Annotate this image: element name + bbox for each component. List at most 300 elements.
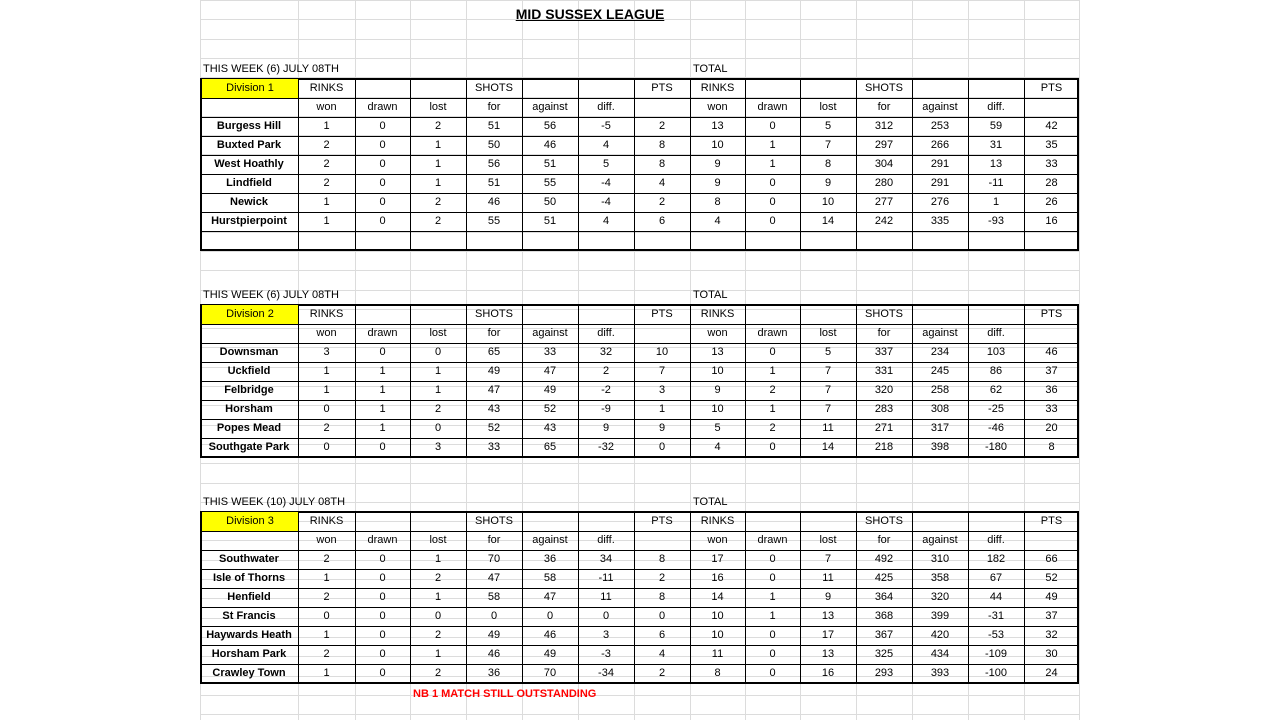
subheader-cell: lost <box>819 327 837 339</box>
stat-cell: 0 <box>769 629 776 641</box>
stat-cell: 8 <box>714 196 721 208</box>
stat-cell: 35 <box>1045 139 1058 151</box>
stat-cell: 182 <box>986 553 1006 565</box>
rinks-header: RINKS <box>309 82 344 94</box>
stat-cell: 3 <box>602 629 610 641</box>
stat-cell: 4 <box>658 177 666 189</box>
stat-cell: 20 <box>1045 422 1058 434</box>
stat-cell: 218 <box>874 441 894 453</box>
table-border <box>200 324 1079 325</box>
stat-cell: 358 <box>930 572 950 584</box>
stat-cell: 1 <box>769 365 776 377</box>
stat-cell: 7 <box>824 384 832 396</box>
stat-cell: 310 <box>930 553 950 565</box>
stat-cell: 49 <box>543 384 557 396</box>
table-border <box>200 362 1079 363</box>
stat-cell: 297 <box>874 139 894 151</box>
table-border <box>690 511 691 684</box>
subheader-cell: for <box>877 327 891 339</box>
team-name: Uckfield <box>227 365 271 377</box>
table-border <box>298 511 299 684</box>
stat-cell: 8 <box>658 591 666 603</box>
stat-cell: 0 <box>323 441 330 453</box>
stat-cell: 0 <box>379 629 386 641</box>
stat-cell: 2 <box>323 139 330 151</box>
stat-cell: 3 <box>658 384 666 396</box>
stat-cell: 0 <box>379 667 386 679</box>
table-border <box>410 78 411 251</box>
table-border <box>200 193 1079 194</box>
stat-cell: -93 <box>988 215 1004 227</box>
stat-cell: -11 <box>988 177 1004 189</box>
team-name: Horsham <box>225 403 273 415</box>
stat-cell: 58 <box>487 591 501 603</box>
table-border <box>634 511 635 684</box>
stat-cell: 320 <box>930 591 950 603</box>
spreadsheet <box>200 0 1079 720</box>
stat-cell: 9 <box>714 177 721 189</box>
stat-cell: 1 <box>323 572 330 584</box>
stat-cell: 4 <box>714 441 721 453</box>
table-border <box>856 78 857 251</box>
subheader-cell: drawn <box>367 534 398 546</box>
table-border <box>355 78 356 251</box>
total-label: TOTAL <box>693 496 728 508</box>
stat-cell: 13 <box>821 648 835 660</box>
table-border <box>800 78 801 251</box>
stat-cell: 33 <box>487 441 501 453</box>
stat-cell: 62 <box>989 384 1003 396</box>
subheader-cell: diff. <box>987 327 1005 339</box>
subheader-cell: diff. <box>987 534 1005 546</box>
stat-cell: 277 <box>874 196 894 208</box>
stat-cell: 335 <box>930 215 950 227</box>
stat-cell: 9 <box>824 177 832 189</box>
stat-cell: 0 <box>379 120 386 132</box>
stat-cell: 11 <box>711 648 724 660</box>
table-border <box>200 136 1079 137</box>
subheader-cell: against <box>922 327 958 339</box>
stat-cell: 9 <box>714 158 721 170</box>
stat-cell: 364 <box>874 591 894 603</box>
stat-cell: 47 <box>543 365 557 377</box>
stat-cell: 6 <box>658 629 666 641</box>
stat-cell: 55 <box>487 215 501 227</box>
stat-cell: 59 <box>989 120 1003 132</box>
stat-cell: 367 <box>874 629 894 641</box>
stat-cell: 24 <box>1045 667 1058 679</box>
stat-cell: -100 <box>984 667 1008 679</box>
stat-cell: 320 <box>874 384 894 396</box>
stat-cell: 13 <box>711 120 724 132</box>
stat-cell: 43 <box>543 422 557 434</box>
table-border <box>912 78 913 251</box>
stat-cell: 1 <box>379 384 386 396</box>
gridline-horizontal <box>200 58 1079 59</box>
stat-cell: 0 <box>379 215 386 227</box>
stat-cell: 2 <box>434 572 442 584</box>
stat-cell: 49 <box>543 648 557 660</box>
subheader-cell: lost <box>819 101 837 113</box>
subheader-cell: against <box>532 327 568 339</box>
stat-cell: 7 <box>824 365 832 377</box>
stat-cell: 1 <box>323 215 330 227</box>
stat-cell: 2 <box>658 572 666 584</box>
stat-cell: 10 <box>711 365 724 377</box>
subheader-cell: drawn <box>757 101 788 113</box>
stat-cell: 0 <box>323 610 330 622</box>
stat-cell: 0 <box>323 403 330 415</box>
stat-cell: 2 <box>323 177 330 189</box>
stat-cell: 1 <box>769 403 776 415</box>
stat-cell: 2 <box>658 667 666 679</box>
stat-cell: 33 <box>1045 158 1058 170</box>
subheader-cell: diff. <box>597 327 615 339</box>
gridline-horizontal <box>200 483 1079 484</box>
table-border <box>200 664 1079 665</box>
stat-cell: 0 <box>769 177 776 189</box>
gridline-horizontal <box>200 0 1079 1</box>
total-pts-header: PTS <box>1040 515 1063 527</box>
stat-cell: 0 <box>769 648 776 660</box>
table-border <box>522 511 523 684</box>
stat-cell: 36 <box>543 553 557 565</box>
stat-cell: 10 <box>711 610 724 622</box>
stat-cell: 1 <box>434 158 442 170</box>
table-border <box>690 78 691 251</box>
stat-cell: 368 <box>874 610 894 622</box>
stat-cell: 266 <box>930 139 950 151</box>
stat-cell: 10 <box>711 629 724 641</box>
stat-cell: 1 <box>434 384 442 396</box>
stat-cell: 5 <box>824 120 832 132</box>
stat-cell: 33 <box>543 346 557 358</box>
stat-cell: 398 <box>930 441 950 453</box>
stat-cell: 4 <box>602 215 610 227</box>
stat-cell: 425 <box>874 572 894 584</box>
stat-cell: 7 <box>658 365 666 377</box>
stat-cell: 2 <box>323 422 330 434</box>
team-name: Haywards Heath <box>206 629 292 641</box>
team-name: West Hoathly <box>214 158 284 170</box>
stat-cell: 1 <box>992 196 1000 208</box>
stat-cell: 2 <box>323 553 330 565</box>
stat-cell: -31 <box>988 610 1004 622</box>
stat-cell: 52 <box>487 422 501 434</box>
table-border <box>856 511 857 684</box>
stat-cell: 1 <box>658 403 666 415</box>
stat-cell: 3 <box>434 441 442 453</box>
stat-cell: -5 <box>601 120 611 132</box>
total-rinks-header: RINKS <box>700 82 735 94</box>
stat-cell: 1 <box>323 196 330 208</box>
stat-cell: 36 <box>487 667 501 679</box>
stat-cell: 36 <box>1045 384 1058 396</box>
stat-cell: 1 <box>434 591 442 603</box>
stat-cell: 10 <box>711 139 724 151</box>
stat-cell: 31 <box>989 139 1003 151</box>
stat-cell: 0 <box>379 553 386 565</box>
stat-cell: 33 <box>1045 403 1058 415</box>
outstanding-note: NB 1 MATCH STILL OUTSTANDING <box>413 688 597 700</box>
stat-cell: 6 <box>658 215 666 227</box>
division-name: Division 2 <box>202 305 298 324</box>
table-border <box>578 511 579 684</box>
shots-header: SHOTS <box>475 308 513 320</box>
table-border <box>200 531 1079 532</box>
stat-cell: 103 <box>986 346 1006 358</box>
stat-cell: 46 <box>543 629 557 641</box>
gridline-horizontal <box>200 39 1079 40</box>
stat-cell: 51 <box>543 158 557 170</box>
gridline-vertical <box>1079 0 1080 720</box>
stat-cell: 337 <box>874 346 894 358</box>
table-border <box>200 607 1079 608</box>
stat-cell: 26 <box>1045 196 1058 208</box>
stat-cell: 280 <box>874 177 894 189</box>
stat-cell: 2 <box>323 648 330 660</box>
stat-cell: 52 <box>1045 572 1058 584</box>
stat-cell: 4 <box>714 215 721 227</box>
stat-cell: 242 <box>874 215 894 227</box>
stat-cell: 46 <box>543 139 557 151</box>
team-name: Crawley Town <box>212 667 286 679</box>
stat-cell: 37 <box>1045 610 1058 622</box>
stat-cell: -11 <box>598 572 614 584</box>
table-border <box>578 78 579 251</box>
table-border <box>968 511 969 684</box>
stat-cell: 253 <box>930 120 950 132</box>
stat-cell: 1 <box>323 384 330 396</box>
table-border <box>200 588 1079 589</box>
stat-cell: 8 <box>1048 441 1055 453</box>
subheader-cell: against <box>532 101 568 113</box>
stat-cell: 0 <box>490 610 498 622</box>
table-border <box>200 212 1079 213</box>
stat-cell: -9 <box>601 403 611 415</box>
stat-cell: 47 <box>487 384 501 396</box>
stat-cell: 7 <box>824 403 832 415</box>
table-border <box>200 174 1079 175</box>
stat-cell: 1 <box>379 403 386 415</box>
stat-cell: 42 <box>1045 120 1058 132</box>
stat-cell: 271 <box>874 422 894 434</box>
table-border <box>1024 78 1025 251</box>
total-shots-header: SHOTS <box>865 82 903 94</box>
stat-cell: 8 <box>714 667 721 679</box>
stat-cell: 2 <box>434 215 442 227</box>
stat-cell: 8 <box>658 158 666 170</box>
stat-cell: 1 <box>434 177 442 189</box>
stat-cell: 47 <box>487 572 501 584</box>
team-name: Isle of Thorns <box>212 572 286 584</box>
stat-cell: 65 <box>543 441 557 453</box>
gridline-horizontal <box>200 251 1079 252</box>
table-border <box>200 381 1079 382</box>
stat-cell: 258 <box>930 384 950 396</box>
stat-cell: 8 <box>824 158 832 170</box>
stat-cell: 56 <box>487 158 501 170</box>
stat-cell: 0 <box>379 196 386 208</box>
table-border <box>634 78 635 251</box>
stat-cell: 1 <box>323 667 330 679</box>
table-border <box>745 78 746 251</box>
stat-cell: 0 <box>379 346 386 358</box>
stat-cell: 86 <box>989 365 1003 377</box>
stat-cell: -53 <box>988 629 1004 641</box>
table-border <box>968 78 969 251</box>
stat-cell: 434 <box>930 648 950 660</box>
stat-cell: 10 <box>711 403 724 415</box>
team-name: Downsman <box>219 346 279 358</box>
stat-cell: 0 <box>379 610 386 622</box>
stat-cell: 65 <box>487 346 501 358</box>
stat-cell: 0 <box>769 215 776 227</box>
stat-cell: -4 <box>601 196 611 208</box>
pts-header: PTS <box>651 515 673 527</box>
stat-cell: 56 <box>543 120 557 132</box>
subheader-cell: for <box>487 101 501 113</box>
stat-cell: 66 <box>1045 553 1058 565</box>
team-name: Henfield <box>227 591 271 603</box>
stat-cell: 399 <box>930 610 950 622</box>
total-label: TOTAL <box>693 63 728 75</box>
stat-cell: 50 <box>543 196 557 208</box>
subheader-cell: won <box>707 534 728 546</box>
stat-cell: -34 <box>598 667 614 679</box>
team-name: Southwater <box>219 553 279 565</box>
stat-cell: 0 <box>434 422 442 434</box>
table-border <box>200 231 1079 232</box>
stat-cell: -3 <box>601 648 611 660</box>
stat-cell: 30 <box>1045 648 1058 660</box>
stat-cell: 317 <box>930 422 950 434</box>
stat-cell: 2 <box>434 629 442 641</box>
stat-cell: 34 <box>599 553 613 565</box>
stat-cell: 11 <box>600 591 612 603</box>
stat-cell: 16 <box>821 667 835 679</box>
stat-cell: 67 <box>989 572 1003 584</box>
stat-cell: 1 <box>434 365 442 377</box>
subheader-cell: against <box>532 534 568 546</box>
stat-cell: 49 <box>1045 591 1058 603</box>
stat-cell: 2 <box>658 120 666 132</box>
stat-cell: 0 <box>546 610 554 622</box>
stat-cell: 420 <box>930 629 950 641</box>
stat-cell: 32 <box>1045 629 1058 641</box>
table-border <box>466 511 467 684</box>
stat-cell: 393 <box>930 667 950 679</box>
stat-cell: 9 <box>824 591 832 603</box>
stat-cell: 0 <box>379 591 386 603</box>
pts-header: PTS <box>651 82 673 94</box>
total-pts-header: PTS <box>1040 308 1063 320</box>
stat-cell: 0 <box>658 610 666 622</box>
subheader-cell: drawn <box>367 101 398 113</box>
stat-cell: -4 <box>601 177 611 189</box>
stat-cell: 0 <box>769 346 776 358</box>
stat-cell: 5 <box>714 422 721 434</box>
subheader-cell: drawn <box>757 327 788 339</box>
stat-cell: 46 <box>487 196 501 208</box>
table-border <box>200 343 1079 344</box>
stat-cell: 2 <box>434 667 442 679</box>
table-border <box>745 511 746 684</box>
stat-cell: 312 <box>874 120 894 132</box>
rinks-header: RINKS <box>309 515 344 527</box>
table-border <box>298 78 299 251</box>
stat-cell: 2 <box>434 196 442 208</box>
stat-cell: 47 <box>543 591 557 603</box>
subheader-cell: for <box>487 534 501 546</box>
shots-header: SHOTS <box>475 515 513 527</box>
stat-cell: 2 <box>434 403 442 415</box>
table-border <box>200 98 1079 99</box>
total-rinks-header: RINKS <box>700 515 735 527</box>
table-border <box>200 626 1079 627</box>
stat-cell: 0 <box>434 610 442 622</box>
stat-cell: 4 <box>602 139 610 151</box>
stat-cell: 0 <box>379 139 386 151</box>
stat-cell: 37 <box>1045 365 1058 377</box>
subheader-cell: won <box>707 327 728 339</box>
stat-cell: 0 <box>769 441 776 453</box>
week-label: THIS WEEK (6) JULY 08TH <box>203 63 339 75</box>
stat-cell: 14 <box>821 441 835 453</box>
stat-cell: 2 <box>434 120 442 132</box>
stat-cell: 0 <box>769 120 776 132</box>
subheader-cell: against <box>922 101 958 113</box>
total-shots-header: SHOTS <box>865 308 903 320</box>
week-label: THIS WEEK (10) JULY 08TH <box>203 496 346 508</box>
table-border <box>466 78 467 251</box>
gridline-horizontal <box>200 463 1079 464</box>
subheader-cell: against <box>922 534 958 546</box>
subheader-cell: won <box>316 534 337 546</box>
subheader-cell: won <box>707 101 728 113</box>
stat-cell: 245 <box>930 365 950 377</box>
stat-cell: 0 <box>769 572 776 584</box>
stat-cell: 13 <box>821 610 835 622</box>
stat-cell: 7 <box>824 139 832 151</box>
stat-cell: 9 <box>602 422 610 434</box>
team-name: Hurstpierpoint <box>211 215 287 227</box>
stat-cell: 276 <box>930 196 950 208</box>
table-border <box>200 419 1079 420</box>
stat-cell: 58 <box>543 572 557 584</box>
stat-cell: 1 <box>379 365 386 377</box>
table-border <box>200 117 1079 118</box>
stat-cell: 0 <box>769 667 776 679</box>
stat-cell: 2 <box>769 384 776 396</box>
subheader-cell: diff. <box>987 101 1005 113</box>
table-border <box>1024 511 1025 684</box>
stat-cell: 44 <box>989 591 1003 603</box>
stat-cell: 10 <box>821 196 835 208</box>
stat-cell: 234 <box>930 346 950 358</box>
stat-cell: -109 <box>984 648 1008 660</box>
stat-cell: 1 <box>379 422 386 434</box>
total-shots-header: SHOTS <box>865 515 903 527</box>
stat-cell: 8 <box>658 139 666 151</box>
stat-cell: 55 <box>543 177 557 189</box>
stat-cell: 46 <box>487 648 501 660</box>
stat-cell: 0 <box>658 441 666 453</box>
subheader-cell: for <box>877 101 891 113</box>
stat-cell: 1 <box>434 139 442 151</box>
table-border <box>200 155 1079 156</box>
stat-cell: -32 <box>598 441 614 453</box>
